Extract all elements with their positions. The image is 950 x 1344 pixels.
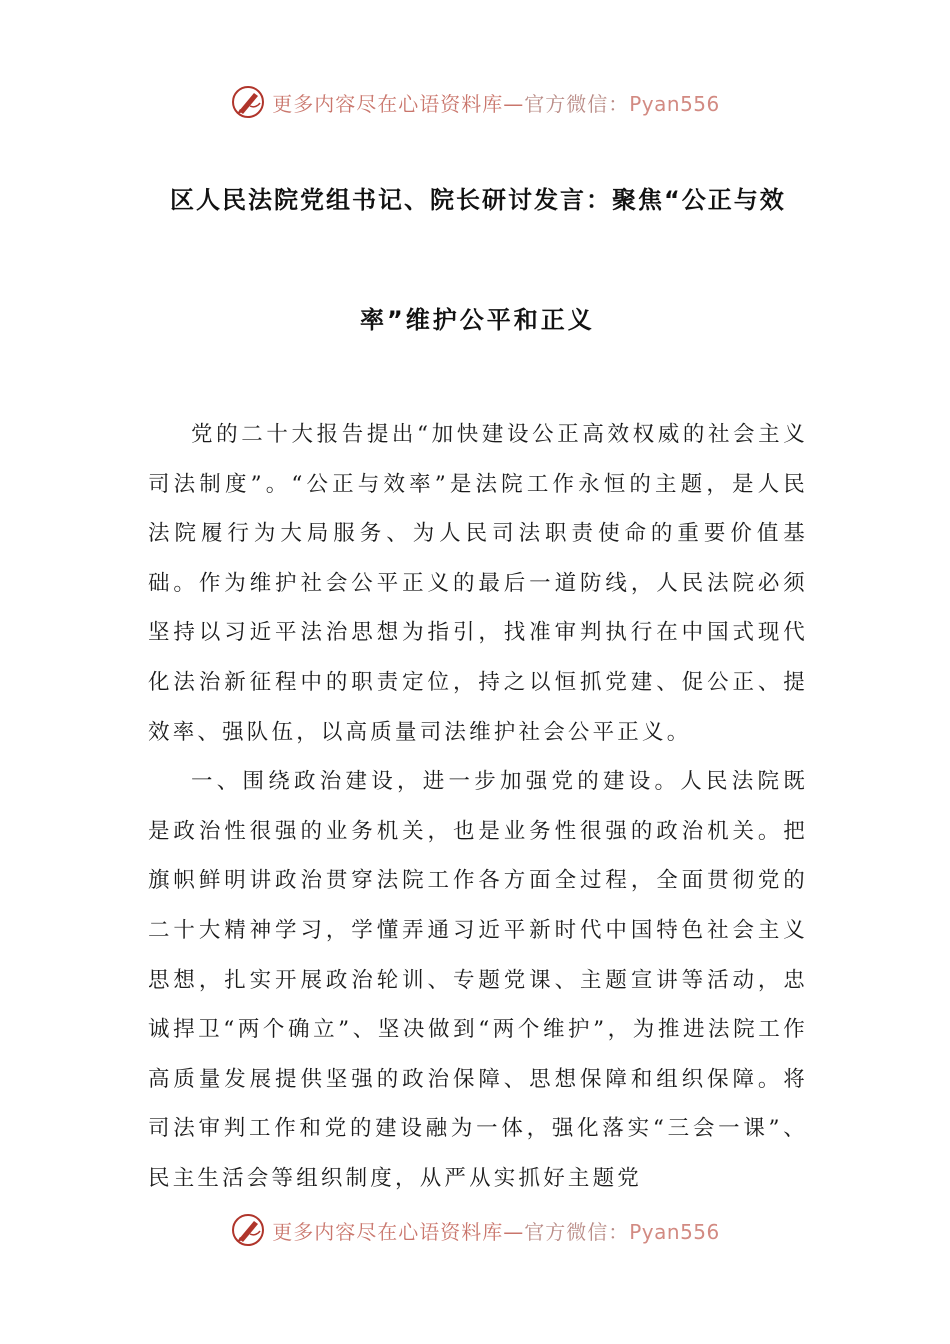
document-body — [148, 410, 808, 1204]
watermark-header — [0, 82, 950, 122]
watermark-dash: — — [503, 1219, 525, 1244]
paragraph-1: 党的二十大报告提出“加快建设公正高效权威的社会主义司法制度”。“公正与效率”是法院工作永恒的主题，是人民法院履行为大局服务、为人民司法职责使命的重要价值基础。作为维护社会公平正义的最后一道防线，人民法院必须坚持以习近平法治思想为指引，找准审判执行在中国式现代化法治新征程中的职责定位，持之以恒抓党建、促公正、提效率、强队伍，以高质量司法维护社会公平正义。 — [148, 422, 808, 745]
watermark-wechat-label: 官方微信： — [524, 91, 630, 116]
pen-logo-icon — [230, 1212, 266, 1248]
watermark-main: 更多内容尽在心语资料库 — [272, 1219, 504, 1244]
watermark-footer — [0, 1210, 950, 1250]
watermark-text — [272, 1216, 720, 1245]
document-title-line1: 区人民法院党组书记、院长研讨发言：聚焦“公正与效 — [170, 186, 786, 214]
watermark-text — [272, 88, 720, 117]
watermark-account: Pyan556 — [629, 1219, 720, 1244]
pen-logo-icon — [230, 84, 266, 120]
watermark-account: Pyan556 — [629, 91, 720, 116]
watermark-dash: — — [503, 91, 525, 116]
watermark-wechat-label: 官方微信： — [524, 1219, 630, 1244]
watermark-main: 更多内容尽在心语资料库 — [272, 91, 504, 116]
document-title-line2: 率”维护公平和正义 — [360, 306, 595, 334]
paragraph-2: 一、围绕政治建设，进一步加强党的建设。人民法院既是政治性很强的业务机关，也是业务性很强的政治机关。把旗帜鲜明讲政治贯穿法院工作各方面全过程，全面贯彻党的二十大精神学习，学懂弄通习近平新时代中国特色社会主义思想，扎实开展政治轮训、专题党课、主题宣讲等活动，忠诚捍卫“两个确立”、坚决做到“两个维护”，为推进法院工作高质量发展提供坚强的政治保障、思想保障和组织保障。将司法审判工作和党的建设融为一体，强化落实“三会一课”、民主生活会等组织制度，从严从实抓好主题党 — [148, 769, 808, 1191]
